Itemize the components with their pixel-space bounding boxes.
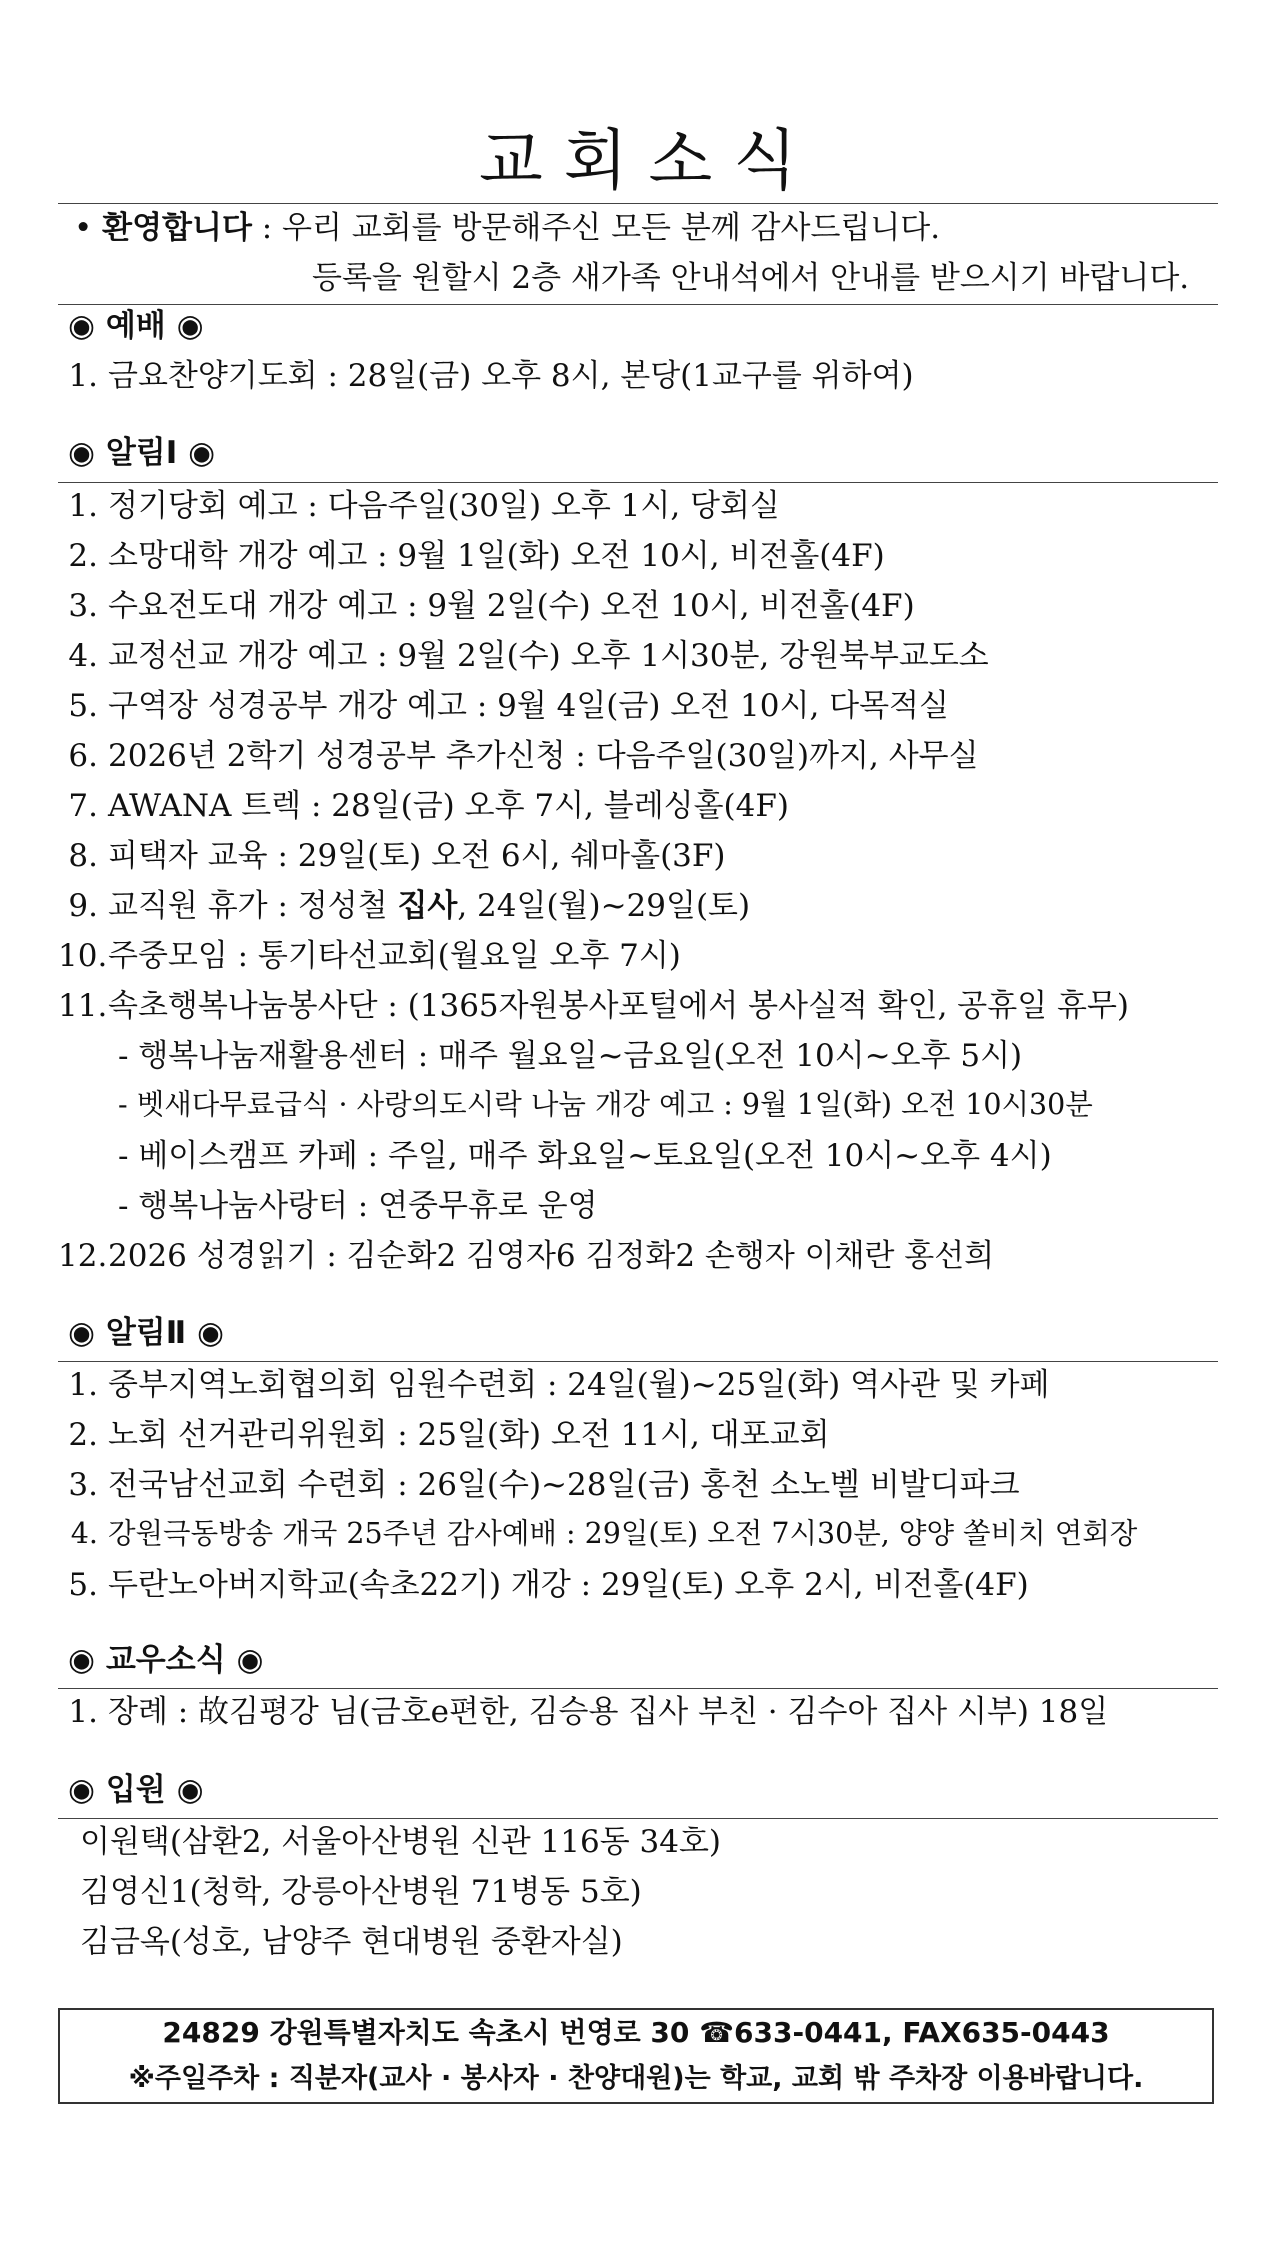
section-members-heading — [68, 1642, 264, 1679]
section-rule — [58, 482, 1218, 483]
title-rule — [58, 203, 1218, 204]
list-item: 2. 소망대학 개강 예고 : 9월 1일(화) 오전 10시, 비전홀(4F) — [68, 538, 885, 574]
list-item: 9. 교직원 휴가 : 정성철 집사, 24일(월)~29일(토) — [68, 888, 751, 924]
bullseye-icon: ◉ — [236, 1642, 264, 1678]
sub-item: - 벳새다무료급식 · 사랑의도시락 나눔 개강 예고 : 9월 1일(화) 오전 10시30분 — [118, 1088, 1093, 1121]
bullseye-icon: ◉ — [68, 1315, 96, 1351]
section-hospital-heading — [68, 1772, 204, 1809]
sub-item: - 행복나눔사랑터 : 연중무휴로 운영 — [118, 1188, 598, 1224]
list-item: 이원택(삼환2, 서울아산병원 신관 116동 34호) — [80, 1824, 721, 1860]
list-item: 3. 전국남선교회 수련회 : 26일(수)~28일(금) 홍천 소노벨 비발디파크 — [68, 1467, 1020, 1503]
footer-box — [58, 2008, 1214, 2104]
bullseye-icon: ◉ — [176, 1772, 204, 1808]
welcome-heading: 환영합니다 — [102, 210, 252, 246]
list-item: 6. 2026년 2학기 성경공부 추가신청 : 다음주일(30일)까지, 사무실 — [68, 738, 979, 774]
section-rule — [58, 1361, 1218, 1362]
list-item: 1. 금요찬양기도회 : 28일(금) 오후 8시, 본당(1교구를 위하여) — [68, 358, 914, 394]
section-notice1-heading — [68, 435, 215, 472]
sub-item: - 행복나눔재활용센터 : 매주 월요일~금요일(오전 10시~오후 5시) — [118, 1038, 1023, 1074]
welcome-line-2: 등록을 원할시 2층 새가족 안내석에서 안내를 받으시기 바랍니다. — [312, 260, 1190, 296]
list-item: 4. 강원극동방송 개국 25주년 감사예배 : 29일(토) 오전 7시30분, 양양 쏠비치 연회장 — [70, 1517, 1138, 1550]
list-item: 7. AWANA 트렉 : 28일(금) 오후 7시, 블레싱홀(4F) — [68, 788, 789, 824]
list-item: 1. 장례 : 故김평강 님(금호e편한, 김승용 집사 부친 · 김수아 집사 시부) 18일 — [68, 1694, 1109, 1730]
section-notice2-heading — [68, 1315, 224, 1352]
bullseye-icon: ◉ — [68, 308, 96, 344]
list-item: 5. 두란노아버지학교(속초22기) 개강 : 29일(토) 오후 2시, 비전홀(4F) — [68, 1567, 1029, 1603]
section-rule — [58, 1688, 1218, 1689]
welcome-text-1: 우리 교회를 방문해주신 모든 분께 감사드립니다. — [282, 210, 941, 246]
bullseye-icon: ◉ — [196, 1315, 225, 1351]
list-item: 11.속초행복나눔봉사단 : (1365자원봉사포털에서 봉사실적 확인, 공휴일 휴무) — [58, 988, 1129, 1024]
list-item: 12.2026 성경읽기 : 김순화2 김영자6 김정화2 손행자 이채란 홍선희 — [58, 1238, 995, 1274]
parking-notice: ※주일주차 : 직분자(교사 · 봉사자 · 찬양대원)는 학교, 교회 밖 주차장 이용바랍니다. — [128, 2063, 1144, 2094]
list-item: 1. 중부지역노회협의회 임원수련회 : 24일(월)~25일(화) 역사관 및 카페 — [68, 1367, 1050, 1403]
welcome-bullet: • — [74, 210, 93, 246]
list-item: 김영신1(청학, 강릉아산병원 71병동 5호) — [80, 1874, 642, 1910]
section-title: 교우소식 — [105, 1642, 226, 1678]
list-item: 3. 수요전도대 개강 예고 : 9월 2일(수) 오전 10시, 비전홀(4F) — [68, 588, 915, 624]
section-title: 예배 — [105, 308, 166, 344]
section-worship-heading — [68, 308, 204, 345]
bullseye-icon: ◉ — [68, 435, 96, 471]
list-item: 김금옥(성호, 남양주 현대병원 중환자실) — [80, 1924, 623, 1960]
section-title: 알림Ⅰ — [105, 435, 178, 471]
address-line: 24829 강원특별자치도 속초시 번영로 30 ☎633-0441, FAX635-0443 — [162, 2016, 1110, 2049]
list-item: 5. 구역장 성경공부 개강 예고 : 9월 4일(금) 오전 10시, 다목적실 — [68, 688, 949, 724]
section-title: 입원 — [105, 1772, 166, 1808]
page-title: 교 회 소 식 — [479, 122, 797, 199]
sub-item: - 베이스캠프 카페 : 주일, 매주 화요일~토요일(오전 10시~오후 4시) — [118, 1138, 1052, 1174]
section-rule — [58, 1818, 1218, 1819]
list-item: 2. 노회 선거관리위원회 : 25일(화) 오전 11시, 대포교회 — [68, 1417, 830, 1453]
list-item: 1. 정기당회 예고 : 다음주일(30일) 오후 1시, 당회실 — [68, 488, 780, 524]
bullseye-icon: ◉ — [188, 435, 216, 471]
welcome-sep: : — [251, 210, 283, 246]
bullseye-icon: ◉ — [176, 308, 204, 344]
bullseye-icon: ◉ — [68, 1642, 96, 1678]
list-item: 4. 교정선교 개강 예고 : 9월 2일(수) 오후 1시30분, 강원북부교도소 — [68, 638, 989, 674]
section-title: 알림Ⅱ — [105, 1315, 187, 1351]
list-item: 10.주중모임 : 통기타선교회(월요일 오후 7시) — [58, 938, 681, 974]
bullseye-icon: ◉ — [68, 1772, 96, 1808]
welcome-rule — [58, 304, 1218, 305]
list-item: 8. 피택자 교육 : 29일(토) 오전 6시, 쉐마홀(3F) — [68, 838, 726, 874]
welcome-line-1 — [74, 210, 940, 247]
